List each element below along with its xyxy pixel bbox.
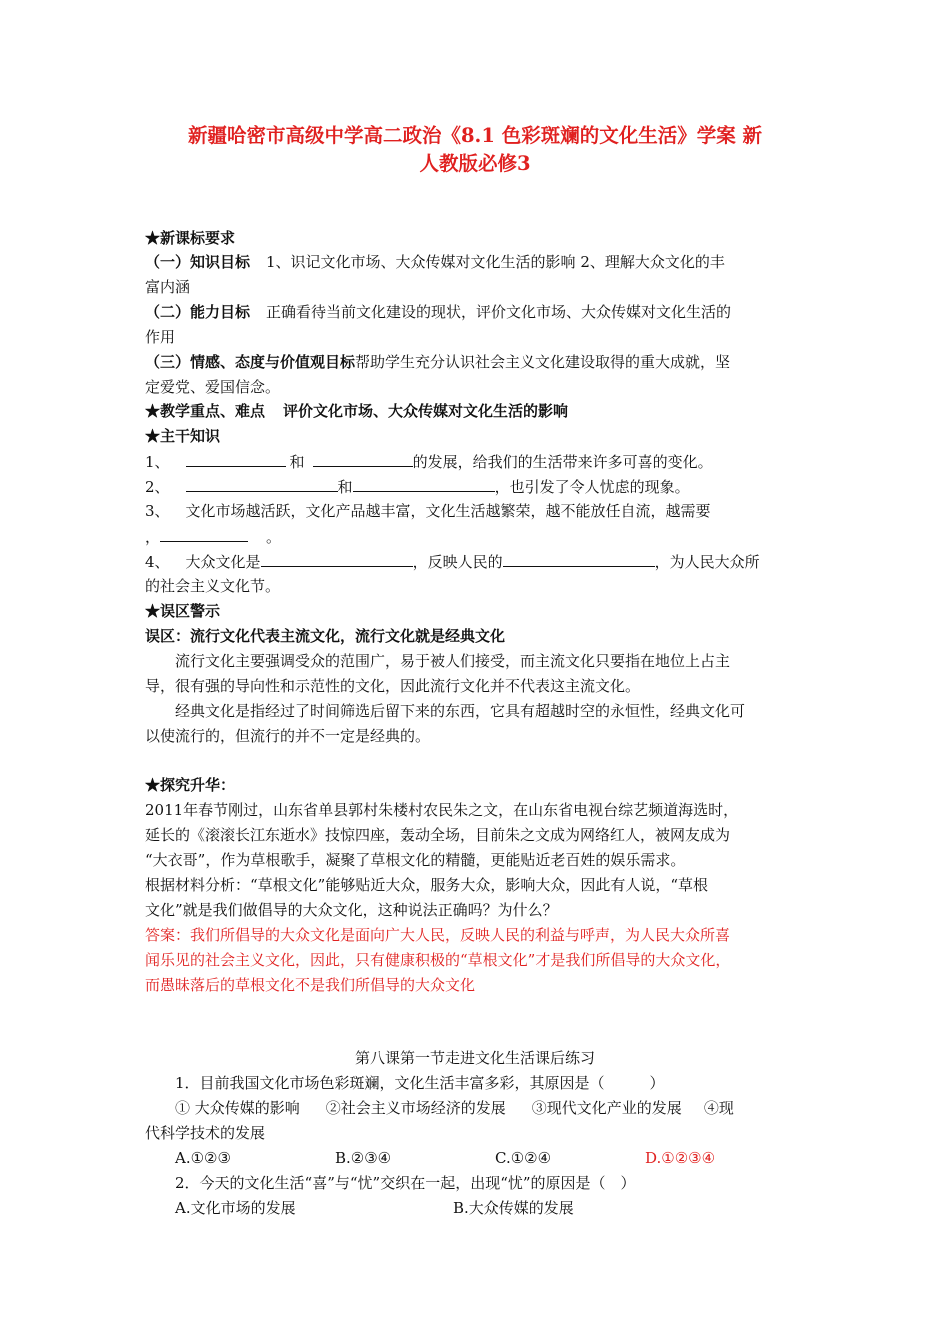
answer-line-2: 闻乐见的社会主义文化，因此，只有健康积极的“草根文化”才是我们所倡导的大众文化，	[145, 951, 731, 969]
main-knowledge-heading: ★主干知识	[145, 427, 221, 445]
choice-a[interactable]: A.①②③	[175, 1149, 231, 1167]
exercise-q2-choices	[175, 1198, 574, 1218]
knowledge-goal-text: 1、识记文化市场、大众传媒对文化生活的影响 2、理解大众文化的丰	[266, 253, 725, 271]
emotion-goal-label: （三）情感、态度与价值观目标	[145, 353, 356, 371]
misconception-p1-line-2: 导，很有强的导向性和示范性的文化，因此流行文化并不代表这主流文化。	[145, 677, 641, 695]
requirements-heading: ★新课标要求	[145, 229, 236, 247]
choice-a[interactable]: A.文化市场的发展	[175, 1199, 296, 1217]
misconception-p2-line-2: 以使流行的，但流行的并不一定是经典的。	[145, 727, 431, 745]
exercise-q1: 1．目前我国文化市场色彩斑斓，文化生活丰富多彩，其原因是（ ）	[175, 1074, 665, 1092]
key-points-heading: ★教学重点、难点	[145, 402, 266, 420]
q1-option-3: ③现代文化产业的发展	[531, 1099, 682, 1117]
explore-heading: ★探究升华：	[145, 776, 236, 794]
material-line-2: 延长的《滚滚长江东逝水》技惊四座，轰动全场，目前朱之文成为网络红人，被网友成为	[145, 826, 731, 844]
ability-goal-line-2: 作用	[145, 328, 176, 346]
document-title	[140, 122, 810, 178]
item-number: 3、	[145, 502, 170, 520]
exercise-q2: 2．今天的文化生活“喜”与“忧”交织在一起，出现“忧”的原因是（ ）	[175, 1174, 636, 1192]
answer-line-3: 而愚昧落后的草根文化不是我们所倡导的大众文化	[145, 976, 476, 994]
knowledge-goal-label: （一）知识目标	[145, 253, 251, 271]
material-line-1: 2011年春节刚过，山东省单县郭村朱楼村农民朱之文，在山东省电视台综艺频道海选时，	[145, 801, 739, 819]
fill-blank[interactable]	[261, 551, 413, 567]
knowledge-item-3-cont	[145, 526, 281, 547]
material-line-3: “大衣哥”，作为草根歌手，凝聚了草根文化的精髓，更能贴近老百姓的娱乐需求。	[145, 851, 686, 869]
choice-b[interactable]: B.大众传媒的发展	[453, 1199, 574, 1217]
item-number: 4、	[145, 553, 170, 571]
item-text: ，为人民大众所	[654, 553, 760, 571]
item-number: 1、	[145, 453, 170, 471]
exercise-q1-choices	[175, 1148, 715, 1168]
fill-blank[interactable]	[313, 451, 413, 467]
ability-goal-text: 正确看待当前文化建设的现状，评价文化市场、大众传媒对文化生活的	[266, 303, 732, 321]
question-line-1: 根据材料分析：“草根文化”能够贴近大众，服务大众，影响大众，因此有人说，“草根	[145, 876, 709, 894]
question-line-2: 文化”就是我们做倡导的大众文化，这种说法正确吗？为什么？	[145, 901, 558, 919]
title-line-1: 新疆哈密市高级中学高二政治《8.1 色彩斑斓的文化生活》学案 新	[187, 124, 762, 147]
answer-line-1: 答案：我们所倡导的大众文化是面向广大人民，反映人民的利益与呼声，为人民大众所喜	[145, 926, 731, 944]
ability-goal-line-1	[145, 302, 731, 322]
item-text: 和	[289, 453, 305, 471]
ability-goal-label: （二）能力目标	[145, 303, 251, 321]
knowledge-goal-line-2: 富内涵	[145, 278, 191, 296]
q1-option-4: ④现	[703, 1099, 734, 1117]
choice-b[interactable]: B.②③④	[335, 1149, 392, 1167]
emotion-goal-line-1	[145, 352, 730, 372]
key-points	[145, 401, 568, 421]
q1-option-2: ②社会主义市场经济的发展	[325, 1099, 506, 1117]
item-text: ，	[145, 528, 161, 546]
fill-blank[interactable]	[353, 476, 495, 492]
item-text: 大众文化是	[185, 553, 261, 571]
item-text: ，反映人民的	[412, 553, 503, 571]
knowledge-item-4-cont: 的社会主义文化节。	[145, 577, 281, 595]
misconception-p1-line-1: 流行文化主要强调受众的范围广，易于被人们接受，而主流文化只要指在地位上占主	[175, 652, 731, 670]
knowledge-item-2	[145, 476, 690, 497]
misconception-title: 误区：流行文化代表主流文化，流行文化就是经典文化	[145, 627, 506, 645]
emotion-goal-line-2: 定爱党、爱国信念。	[145, 378, 281, 396]
knowledge-item-4	[145, 551, 760, 572]
item-text: 。	[266, 528, 282, 546]
fill-blank[interactable]	[160, 526, 248, 542]
exercise-title: 第八课第一节走进文化生活课后练习	[354, 1049, 595, 1067]
item-text: ，也引发了令人忧虑的现象。	[494, 478, 690, 496]
key-points-text: 评价文化市场、大众传媒对文化生活的影响	[283, 402, 569, 420]
choice-c[interactable]: C.①②④	[495, 1149, 552, 1167]
knowledge-item-3	[145, 501, 711, 521]
item-text: 的发展，给我们的生活带来许多可喜的变化。	[412, 453, 713, 471]
emotion-goal-text: 帮助学生充分认识社会主义文化建设取得的重大成就，坚	[355, 353, 731, 371]
misconception-p2-line-1: 经典文化是指经过了时间筛选后留下来的东西，它具有超越时空的永恒性，经典文化可	[175, 702, 746, 720]
choice-d[interactable]: D.①②③④	[645, 1149, 716, 1167]
title-line-2: 人教版必修3	[419, 152, 531, 175]
knowledge-item-1	[145, 451, 713, 472]
item-text: 文化市场越活跃，文化产品越丰富，文化生活越繁荣，越不能放任自流，越需要	[185, 502, 711, 520]
item-number: 2、	[145, 478, 170, 496]
fill-blank[interactable]	[186, 451, 286, 467]
fill-blank[interactable]	[186, 476, 338, 492]
q1-option-1: ① 大众传媒的影响	[175, 1099, 300, 1117]
fill-blank[interactable]	[503, 551, 655, 567]
knowledge-goal-line-1	[145, 252, 725, 272]
exercise-q1-options	[175, 1098, 734, 1118]
item-text: 和	[337, 478, 353, 496]
exercise-q1-option-4-cont: 代科学技术的发展	[145, 1124, 266, 1142]
misconception-heading: ★误区警示	[145, 602, 221, 620]
